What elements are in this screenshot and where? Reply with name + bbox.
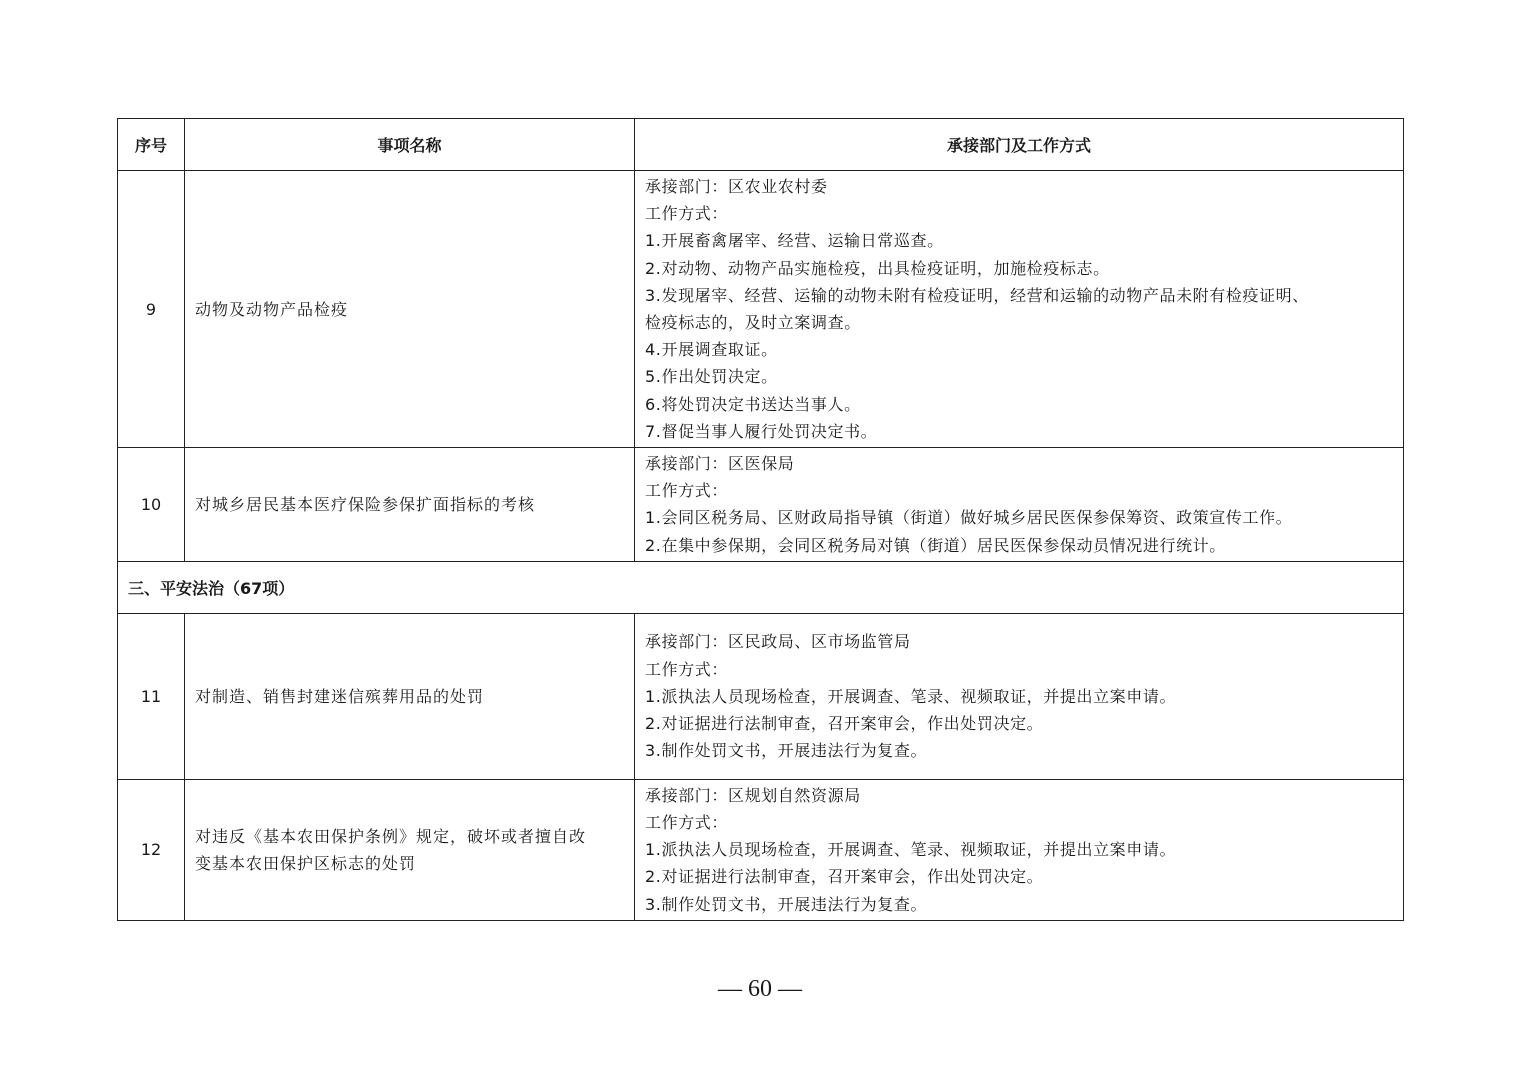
work-line: 承接部门：区民政局、区市场监管局 — [645, 632, 911, 652]
work-line: 承接部门：区医保局 — [645, 454, 795, 474]
table-row — [118, 613, 1404, 779]
section-title: 三、平安法治（67项） — [118, 561, 1404, 613]
row-seq: 12 — [118, 779, 185, 920]
header-dept: 承接部门及工作方式 — [635, 119, 1404, 171]
row-work — [635, 448, 1404, 562]
work-line: 3.制作处罚文书，开展违法行为复查。 — [645, 894, 928, 914]
section-row — [118, 561, 1404, 613]
work-line: 2.在集中参保期，会同区税务局对镇（街道）居民医保参保动员情况进行统计。 — [645, 535, 1226, 555]
work-line: 3.发现屠宰、经营、运输的动物未附有检疫证明，经营和运输的动物产品未附有检疫证明、 — [645, 285, 1309, 305]
row-work — [635, 779, 1404, 920]
row-work — [635, 171, 1404, 448]
work-line: 承接部门：区农业农村委 — [645, 177, 828, 196]
work-line: 工作方式： — [645, 204, 729, 224]
work-line: 5.作出处罚决定。 — [645, 367, 778, 387]
work-line: 工作方式： — [645, 481, 729, 501]
work-line: 2.对证据进行法制审查，召开案审会，作出处罚决定。 — [645, 867, 1044, 887]
work-line: 1.派执法人员现场检查，开展调查、笔录、视频取证，并提出立案申请。 — [645, 840, 1177, 860]
row-name: 对制造、销售封建迷信殡葬用品的处罚 — [185, 613, 635, 779]
header-name: 事项名称 — [185, 119, 635, 171]
row-name-line: 变基本农田保护区标志的处罚 — [195, 853, 417, 873]
work-line: 7.督促当事人履行处罚决定书。 — [645, 421, 878, 441]
table-row — [118, 779, 1404, 920]
row-seq: 9 — [118, 171, 185, 448]
work-line: 2.对动物、动物产品实施检疫，出具检疫证明，加施检疫标志。 — [645, 258, 1110, 278]
table-header-row — [118, 119, 1404, 171]
work-line: 2.对证据进行法制审查，召开案审会，作出处罚决定。 — [645, 713, 1044, 733]
work-line: 1.开展畜禽屠宰、经营、运输日常巡查。 — [645, 231, 944, 251]
work-line: 1.会同区税务局、区财政局指导镇（街道）做好城乡居民医保参保筹资、政策宣传工作。 — [645, 508, 1293, 528]
table-row — [118, 171, 1404, 448]
work-line: 3.制作处罚文书，开展违法行为复查。 — [645, 741, 928, 761]
table-row — [118, 448, 1404, 562]
work-line: 4.开展调查取证。 — [645, 340, 778, 360]
work-line: 工作方式： — [645, 659, 729, 679]
row-name: 动物及动物产品检疫 — [185, 171, 635, 448]
row-name — [185, 779, 635, 920]
row-name: 对城乡居民基本医疗保险参保扩面指标的考核 — [185, 448, 635, 562]
matters-table — [117, 118, 1404, 921]
work-line: 工作方式： — [645, 813, 729, 833]
row-seq: 11 — [118, 613, 185, 779]
work-line: 承接部门：区规划自然资源局 — [645, 785, 861, 805]
work-line: 检疫标志的，及时立案调查。 — [645, 313, 861, 333]
row-work — [635, 613, 1404, 779]
work-line: 1.派执法人员现场检查，开展调查、笔录、视频取证，并提出立案申请。 — [645, 686, 1177, 706]
header-seq: 序号 — [118, 119, 185, 171]
row-name-line: 对违反《基本农田保护条例》规定，破坏或者擅自改 — [195, 826, 587, 846]
page-number: — 60 — — [718, 976, 802, 1002]
work-line: 6.将处罚决定书送达当事人。 — [645, 394, 861, 414]
row-seq: 10 — [118, 448, 185, 562]
